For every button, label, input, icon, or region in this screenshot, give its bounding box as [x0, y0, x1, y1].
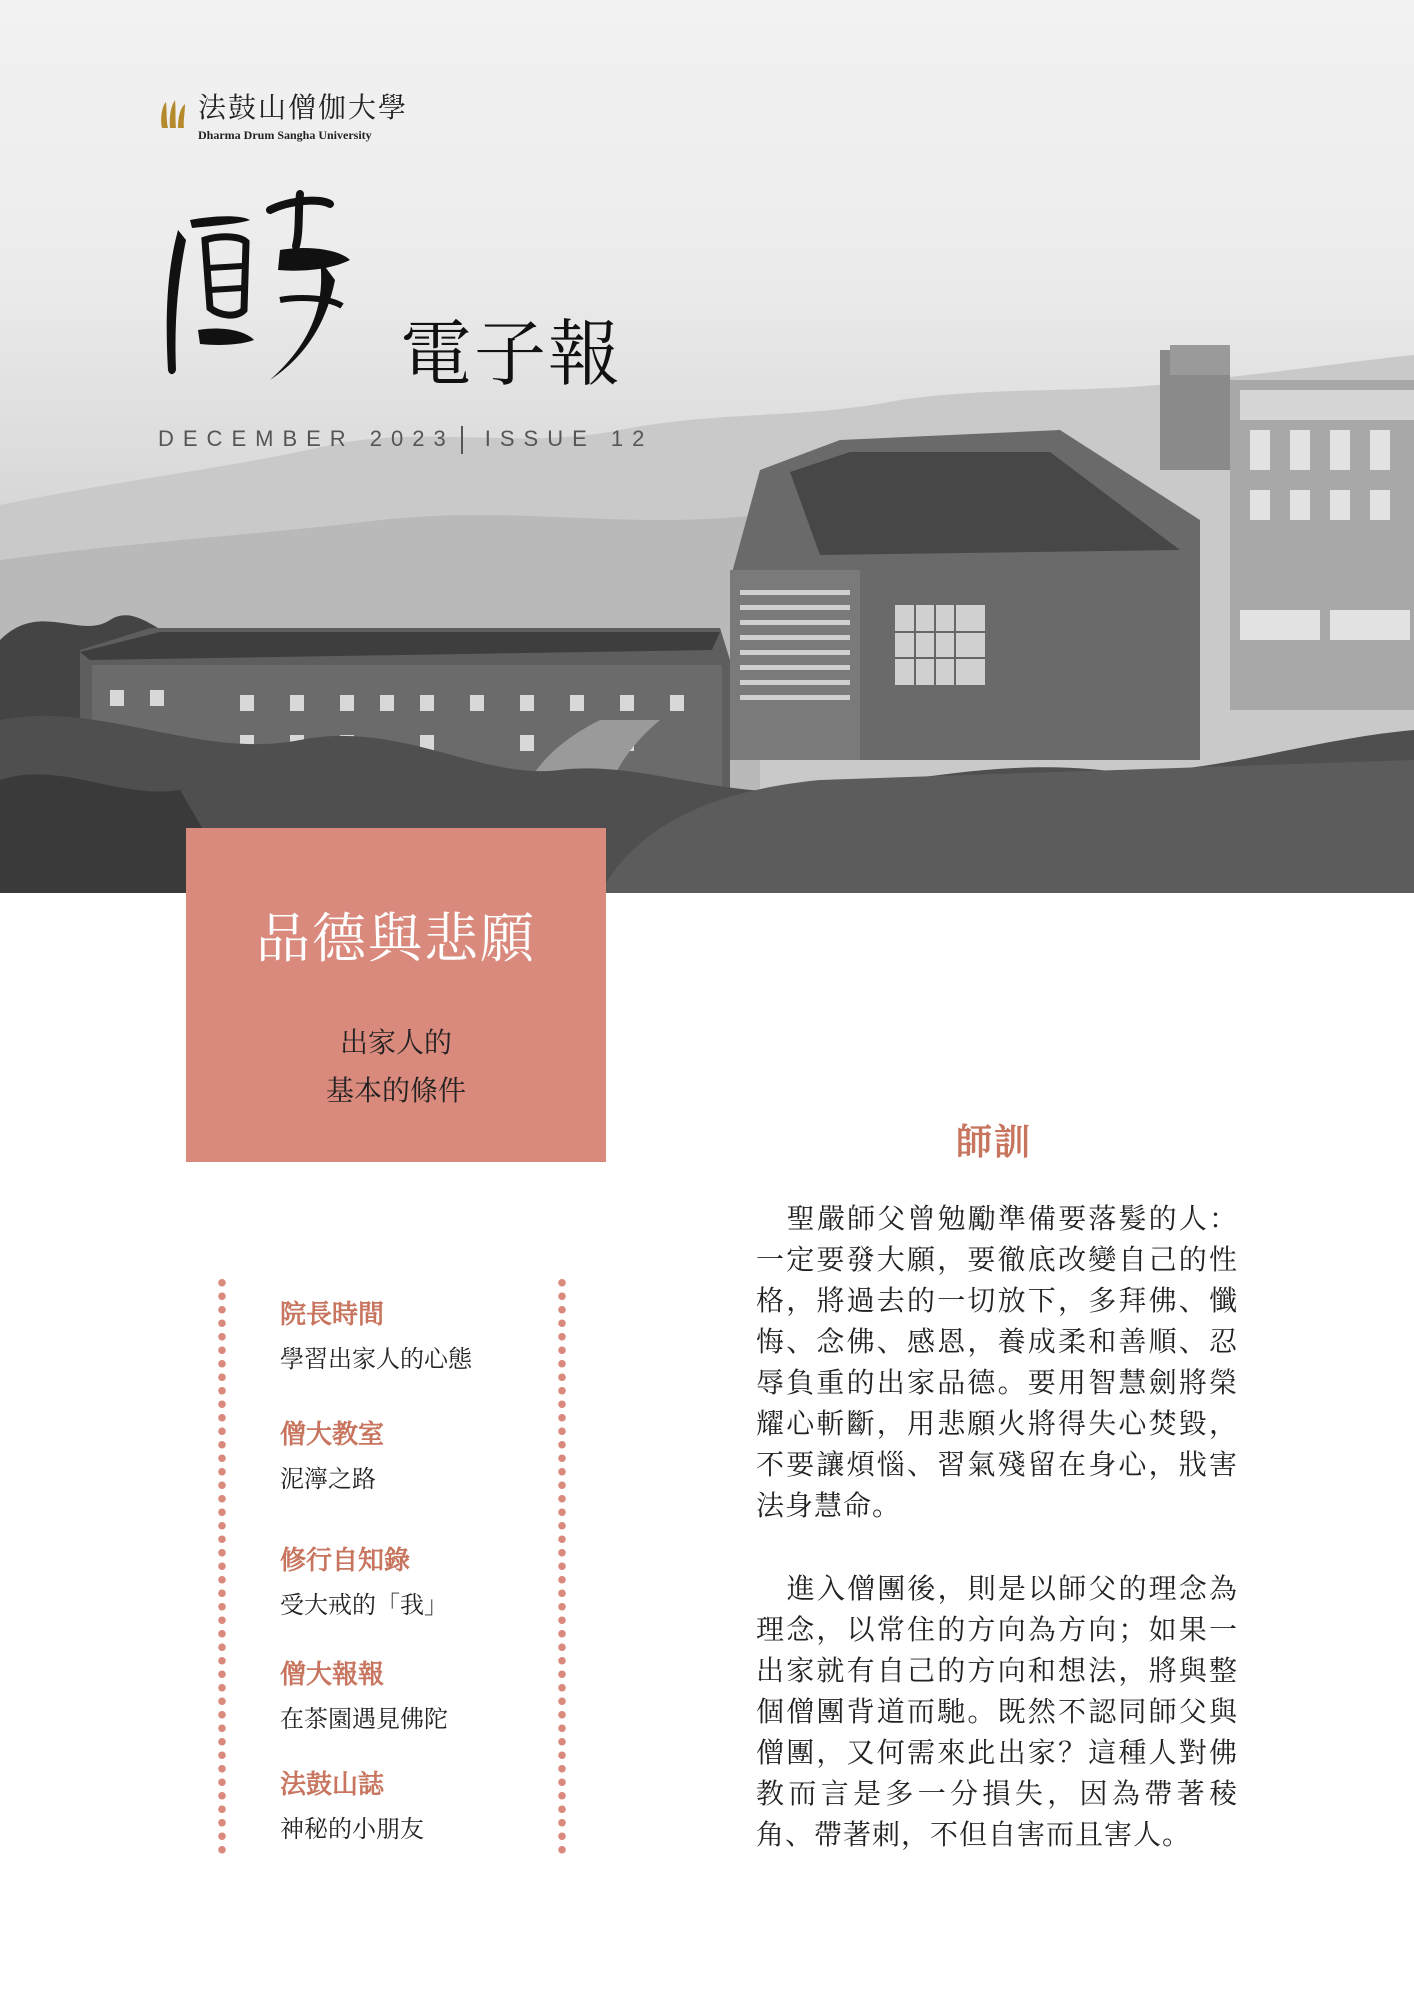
article-paragraph: 聖嚴師父曾勉勵準備要落髮的人：一定要發大願，要徹底改變自己的性格，將過去的一切放下，多拜佛、懺悔、念佛、感恩，養成柔和善順、忍辱負重的出家品德。要用智慧劍將榮耀心斬斷，用悲願火將得失心焚毀，不要讓煩惱、習氣殘留在身心，戕害法身慧命。 [756, 1202, 1238, 1522]
dharma-drum-logo-icon [158, 98, 188, 132]
dotted-border-right [558, 1276, 566, 1856]
article-heading: 師訓 [956, 1122, 1033, 1163]
toc-item-title: 修行自知錄 [280, 1546, 411, 1576]
toc-item-desc: 學習出家人的心態 [280, 1345, 472, 1373]
table-of-contents [218, 1276, 566, 1856]
feature-subtitle-line2: 基本的條件 [325, 1074, 466, 1107]
feature-title: 品德與悲願 [256, 907, 536, 970]
toc-item-title: 僧大教室 [280, 1420, 385, 1450]
feature-box[interactable] [186, 828, 606, 1162]
hero-photo [0, 0, 1414, 893]
newsletter-title: 電子報 [400, 312, 623, 396]
dotted-border-left [218, 1276, 226, 1856]
feature-subtitle [186, 1019, 606, 1115]
university-name-en: Dharma Drum Sangha University [198, 128, 372, 142]
issue-line [158, 426, 653, 454]
toc-item[interactable] [280, 1654, 448, 1734]
toc-item-title: 法鼓山誌 [280, 1770, 385, 1800]
toc-item-desc: 在茶園遇見佛陀 [280, 1705, 448, 1733]
toc-item-desc: 神秘的小朋友 [280, 1815, 424, 1843]
university-logo[interactable] [158, 86, 408, 143]
toc-item[interactable] [280, 1294, 472, 1374]
feature-subtitle-line1: 出家人的 [339, 1026, 452, 1059]
article-paragraph: 進入僧團後，則是以師父的理念為理念，以常住的方向為方向；如果一出家就有自己的方向和想法，將與整個僧團背道而馳。既然不認同師父與僧團，又何需來此出家？這種人對佛教而言是多一分損失，因為帶著稜角、帶著刺，不但自害而且害人。 [756, 1572, 1238, 1851]
university-name-zh: 法鼓山僧伽大學 [198, 91, 409, 124]
toc-item-desc: 受大戒的「我」 [280, 1591, 448, 1619]
toc-item[interactable] [280, 1414, 384, 1494]
issue-number: ISSUE 12 [484, 426, 654, 451]
toc-item[interactable] [280, 1540, 448, 1620]
issue-separator [461, 426, 463, 454]
toc-item-desc: 泥濘之路 [280, 1465, 376, 1493]
calligraphy-title-image [150, 190, 370, 390]
toc-item-title: 院長時間 [280, 1300, 385, 1330]
toc-item-title: 僧大報報 [280, 1660, 385, 1690]
issue-date: DECEMBER 2023 [158, 426, 455, 451]
toc-item[interactable] [280, 1764, 424, 1844]
